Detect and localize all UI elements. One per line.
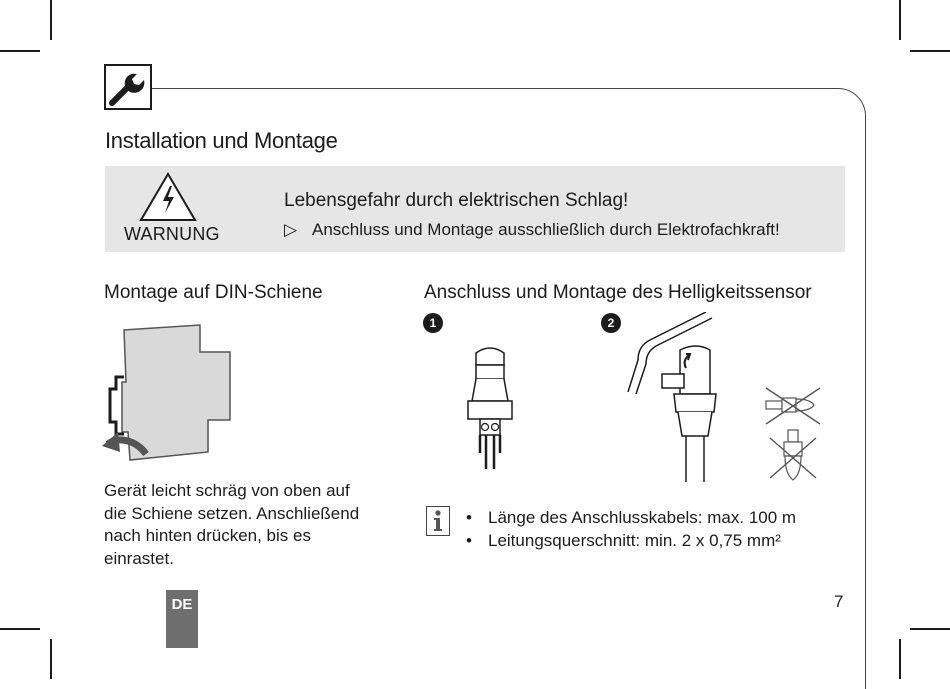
din-rail-mounting-illustration (100, 322, 240, 472)
crop-mark (50, 639, 52, 679)
wrench-icon (104, 64, 152, 110)
cable-requirements-list (466, 506, 796, 552)
language-tab: DE (166, 590, 198, 648)
sensor-mounting-illustration (620, 312, 730, 487)
warning-item (284, 220, 780, 240)
step-number-2: 2 (601, 313, 621, 333)
step-number-1: 1 (423, 313, 443, 333)
crop-mark (910, 628, 950, 630)
incorrect-orientation-icon (762, 384, 824, 433)
crop-mark (899, 639, 901, 679)
sensor-section-title: Anschluss und Montage des Helligkeitssensor (424, 282, 812, 303)
din-section-text: Gerät leicht schräg von oben auf die Schiene setzen. Anschließend nach hinten drücken, bis es einrastet. (104, 481, 360, 568)
incorrect-orientation-icon (766, 428, 820, 491)
list-item: • Leitungsquerschnitt: min. 2 x 0,75 mm² (466, 529, 796, 552)
crop-mark (0, 50, 40, 52)
crop-mark (50, 0, 52, 40)
din-section-title: Montage auf DIN-Schiene (104, 282, 323, 303)
page-number: 7 (834, 592, 844, 611)
sensor-terminal-illustration (462, 345, 518, 480)
crop-mark (910, 50, 950, 52)
warning-heading: Lebensgefahr durch elektrischen Schlag! (284, 190, 629, 211)
warning-label: WARNUNG (124, 224, 220, 244)
crop-mark (0, 628, 40, 630)
warning-item-text: Anschluss und Montage ausschließlich durch Elektrofachkraft! (312, 220, 780, 239)
high-voltage-warning-icon (139, 172, 197, 227)
list-item: • Länge des Anschlusskabels: max. 100 m (466, 506, 796, 529)
crop-mark (899, 0, 901, 40)
triangle-bullet-icon: ▷ (284, 220, 298, 239)
info-icon (426, 506, 450, 536)
page-title: Installation und Montage (105, 128, 338, 153)
